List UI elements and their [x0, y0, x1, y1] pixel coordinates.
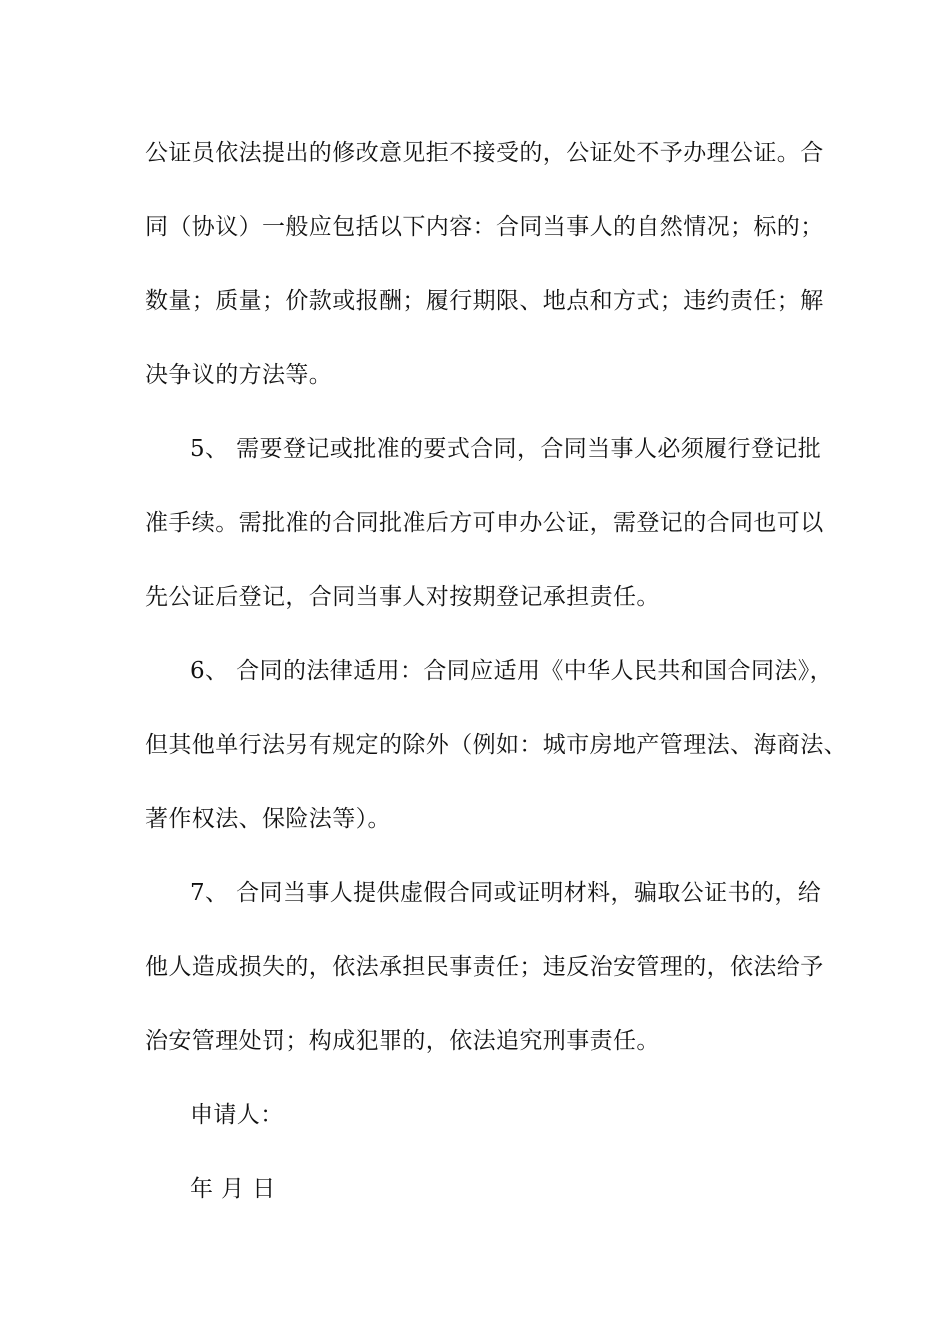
text-line: 公证员依法提出的修改意见拒不接受的，公证处不予办理公证。合 [145, 140, 824, 166]
text-line: 数量；质量；价款或报酬；履行期限、地点和方式；违约责任；解 [145, 288, 824, 314]
text-line: 他人造成损失的，依法承担民事责任；违反治安管理的，依法给予 [145, 954, 824, 980]
text-line: 著作权法、保险法等）。 [145, 806, 391, 832]
clause-6-line: 6、 合同的法律适用：合同应适用《中华人民共和国合同法》， [190, 658, 834, 684]
text-line: 准手续。需批准的合同批准后方可申办公证，需登记的合同也可以 [145, 510, 824, 536]
date-label: 年 月 日 [190, 1176, 276, 1202]
text-line: 但其他单行法另有规定的除外（例如：城市房地产管理法、海商法、 [145, 732, 847, 758]
clause-5-line: 5、 需要登记或批准的要式合同，合同当事人必须履行登记批 [190, 436, 822, 462]
applicant-label: 申请人： [190, 1102, 284, 1128]
text-line: 同（协议）一般应包括以下内容：合同当事人的自然情况；标的； [145, 214, 824, 240]
text-line: 治安管理处罚；构成犯罪的，依法追究刑事责任。 [145, 1028, 660, 1054]
clause-7-line: 7、 合同当事人提供虚假合同或证明材料，骗取公证书的，给 [190, 880, 822, 906]
text-line: 决争议的方法等。 [145, 362, 333, 388]
text-line: 先公证后登记，合同当事人对按期登记承担责任。 [145, 584, 660, 610]
